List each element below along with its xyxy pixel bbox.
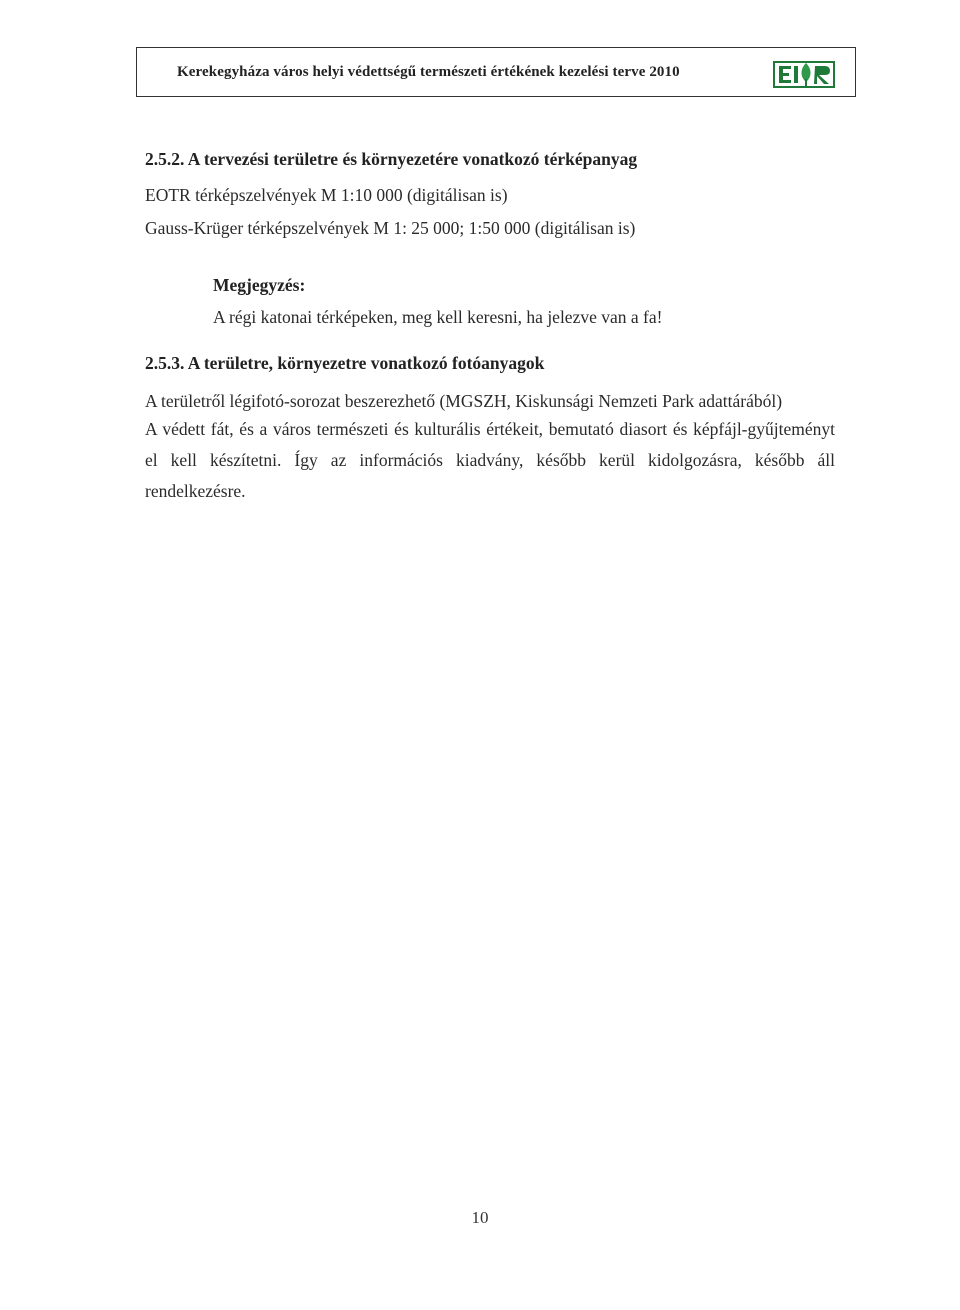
page-content xyxy=(145,146,845,507)
note-text: A régi katonai térképeken, meg kell keresni, ha jelezve van a fa! xyxy=(213,307,663,327)
map-line-eotr: EOTR térképszelvények M 1:10 000 (digitálisan is) xyxy=(145,185,508,205)
eter-logo xyxy=(773,59,835,89)
photo-paragraph: A védett fát, és a város természeti és kulturális értékeit, bemutató diasort és képfájl-gyűjteményt el kell készítetni. Így az információs kiadvány, később kerül kidolgozásra, később áll rendelkezésre. xyxy=(145,419,835,501)
section-heading-252: 2.5.2. A tervezési területre és környezetére vonatkozó térképanyag xyxy=(145,149,638,169)
section-heading-253: 2.5.3. A területre, környezetre vonatkozó fotóanyagok xyxy=(145,353,545,373)
page-header xyxy=(136,47,856,97)
page-number: 10 xyxy=(471,1208,489,1227)
note-block xyxy=(213,272,845,330)
header-title: Kerekegyháza város helyi védettségű természeti értékének kezelési terve 2010 xyxy=(177,64,680,80)
photo-line-1: A területről légifotó-sorozat beszerezhető (MGSZH, Kiskunsági Nemzeti Park adattárából) xyxy=(145,391,783,411)
map-line-gauss-kruger: Gauss-Krüger térképszelvények M 1: 25 000; 1:50 000 (digitálisan is) xyxy=(145,218,636,238)
note-label: Megjegyzés: xyxy=(213,275,306,295)
